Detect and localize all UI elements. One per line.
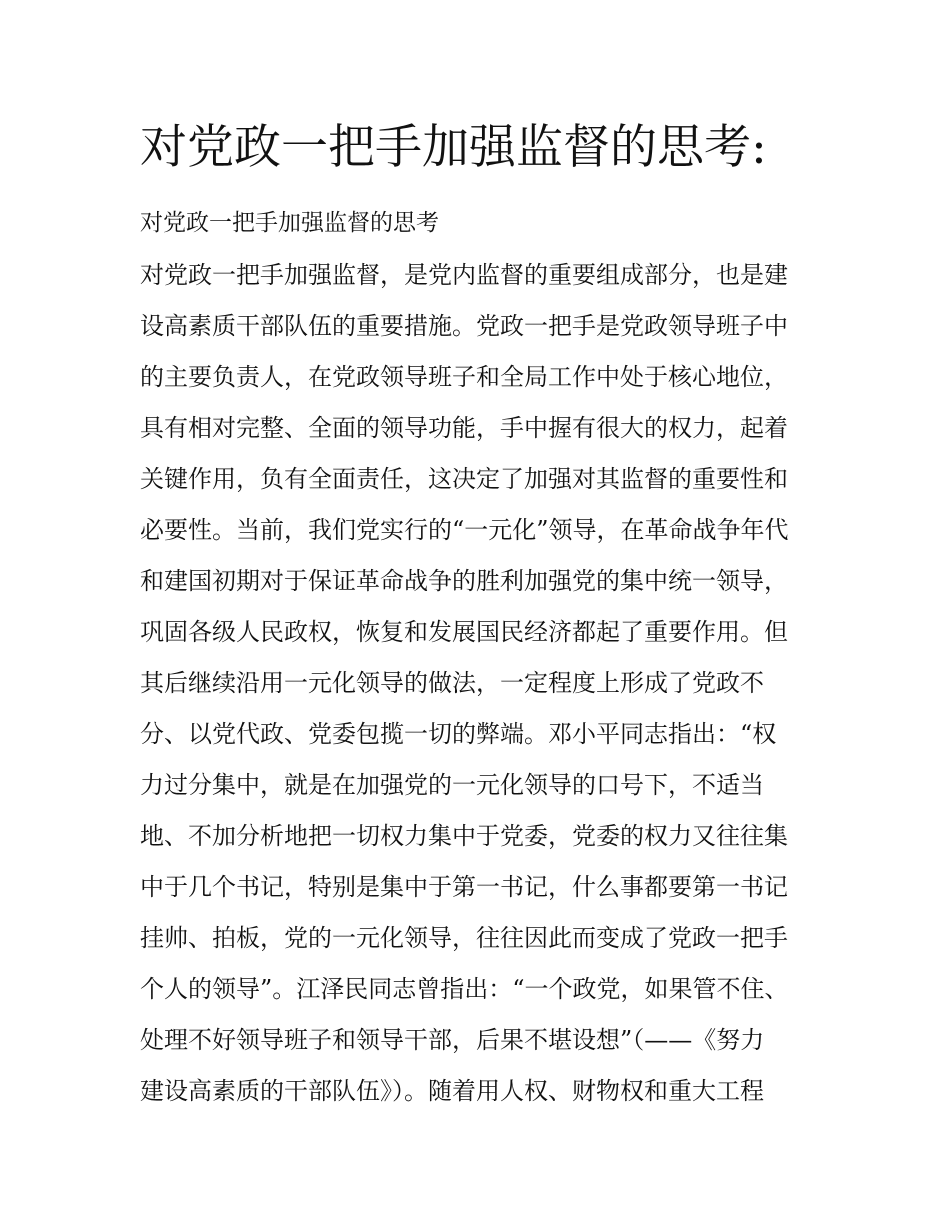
body-line: 关键作用，负有全面责任，这决定了加强对其监督的重要性和 <box>140 465 788 493</box>
body-line: 力过分集中，就是在加强党的一元化领导的口号下，不适当 <box>140 771 764 799</box>
body-line: 的主要负责人，在党政领导班子和全局工作中处于核心地位， <box>140 363 788 391</box>
body-line: 巩固各级人民政权，恢复和发展国民经济都起了重要作用。但 <box>140 618 788 646</box>
document-title: 对党政一把手加强监督的思考: <box>140 120 767 175</box>
body-line: 对党政一把手加强监督，是党内监督的重要组成部分，也是建 <box>140 261 788 289</box>
body-line: 中于几个书记，特别是集中于第一书记，什么事都要第一书记 <box>140 873 788 901</box>
body-line: 地、不加分析地把一切权力集中于党委，党委的权力又往往集 <box>140 822 788 850</box>
body-line: 建设高素质的干部队伍》）。随着用人权、财物权和重大工程 <box>140 1077 764 1105</box>
body-line: 具有相对完整、全面的领导功能，手中握有很大的权力，起着 <box>140 414 788 442</box>
body-text <box>140 255 830 1122</box>
body-line: 处理不好领导班子和领导干部，后果不堪设想”（——《努力 <box>140 1026 765 1054</box>
body-line: 设高素质干部队伍的重要措施。党政一把手是党政领导班子中 <box>140 312 788 340</box>
body-line: 必要性。当前，我们党实行的“一元化”领导，在革命战争年代 <box>140 516 789 544</box>
body-line: 其后继续沿用一元化领导的做法，一定程度上形成了党政不 <box>140 669 764 697</box>
body-line: 个人的领导”。江泽民同志曾指出：“一个政党，如果管不住、 <box>140 975 789 1003</box>
document-subtitle: 对党政一把手加强监督的思考 <box>140 210 439 236</box>
body-line: 分、以党代政、党委包揽一切的弊端。邓小平同志指出：“权 <box>140 720 777 748</box>
body-line: 和建国初期对于保证革命战争的胜利加强党的集中统一领导， <box>140 567 788 595</box>
body-line: 挂帅、拍板，党的一元化领导，往往因此而变成了党政一把手 <box>140 924 788 952</box>
